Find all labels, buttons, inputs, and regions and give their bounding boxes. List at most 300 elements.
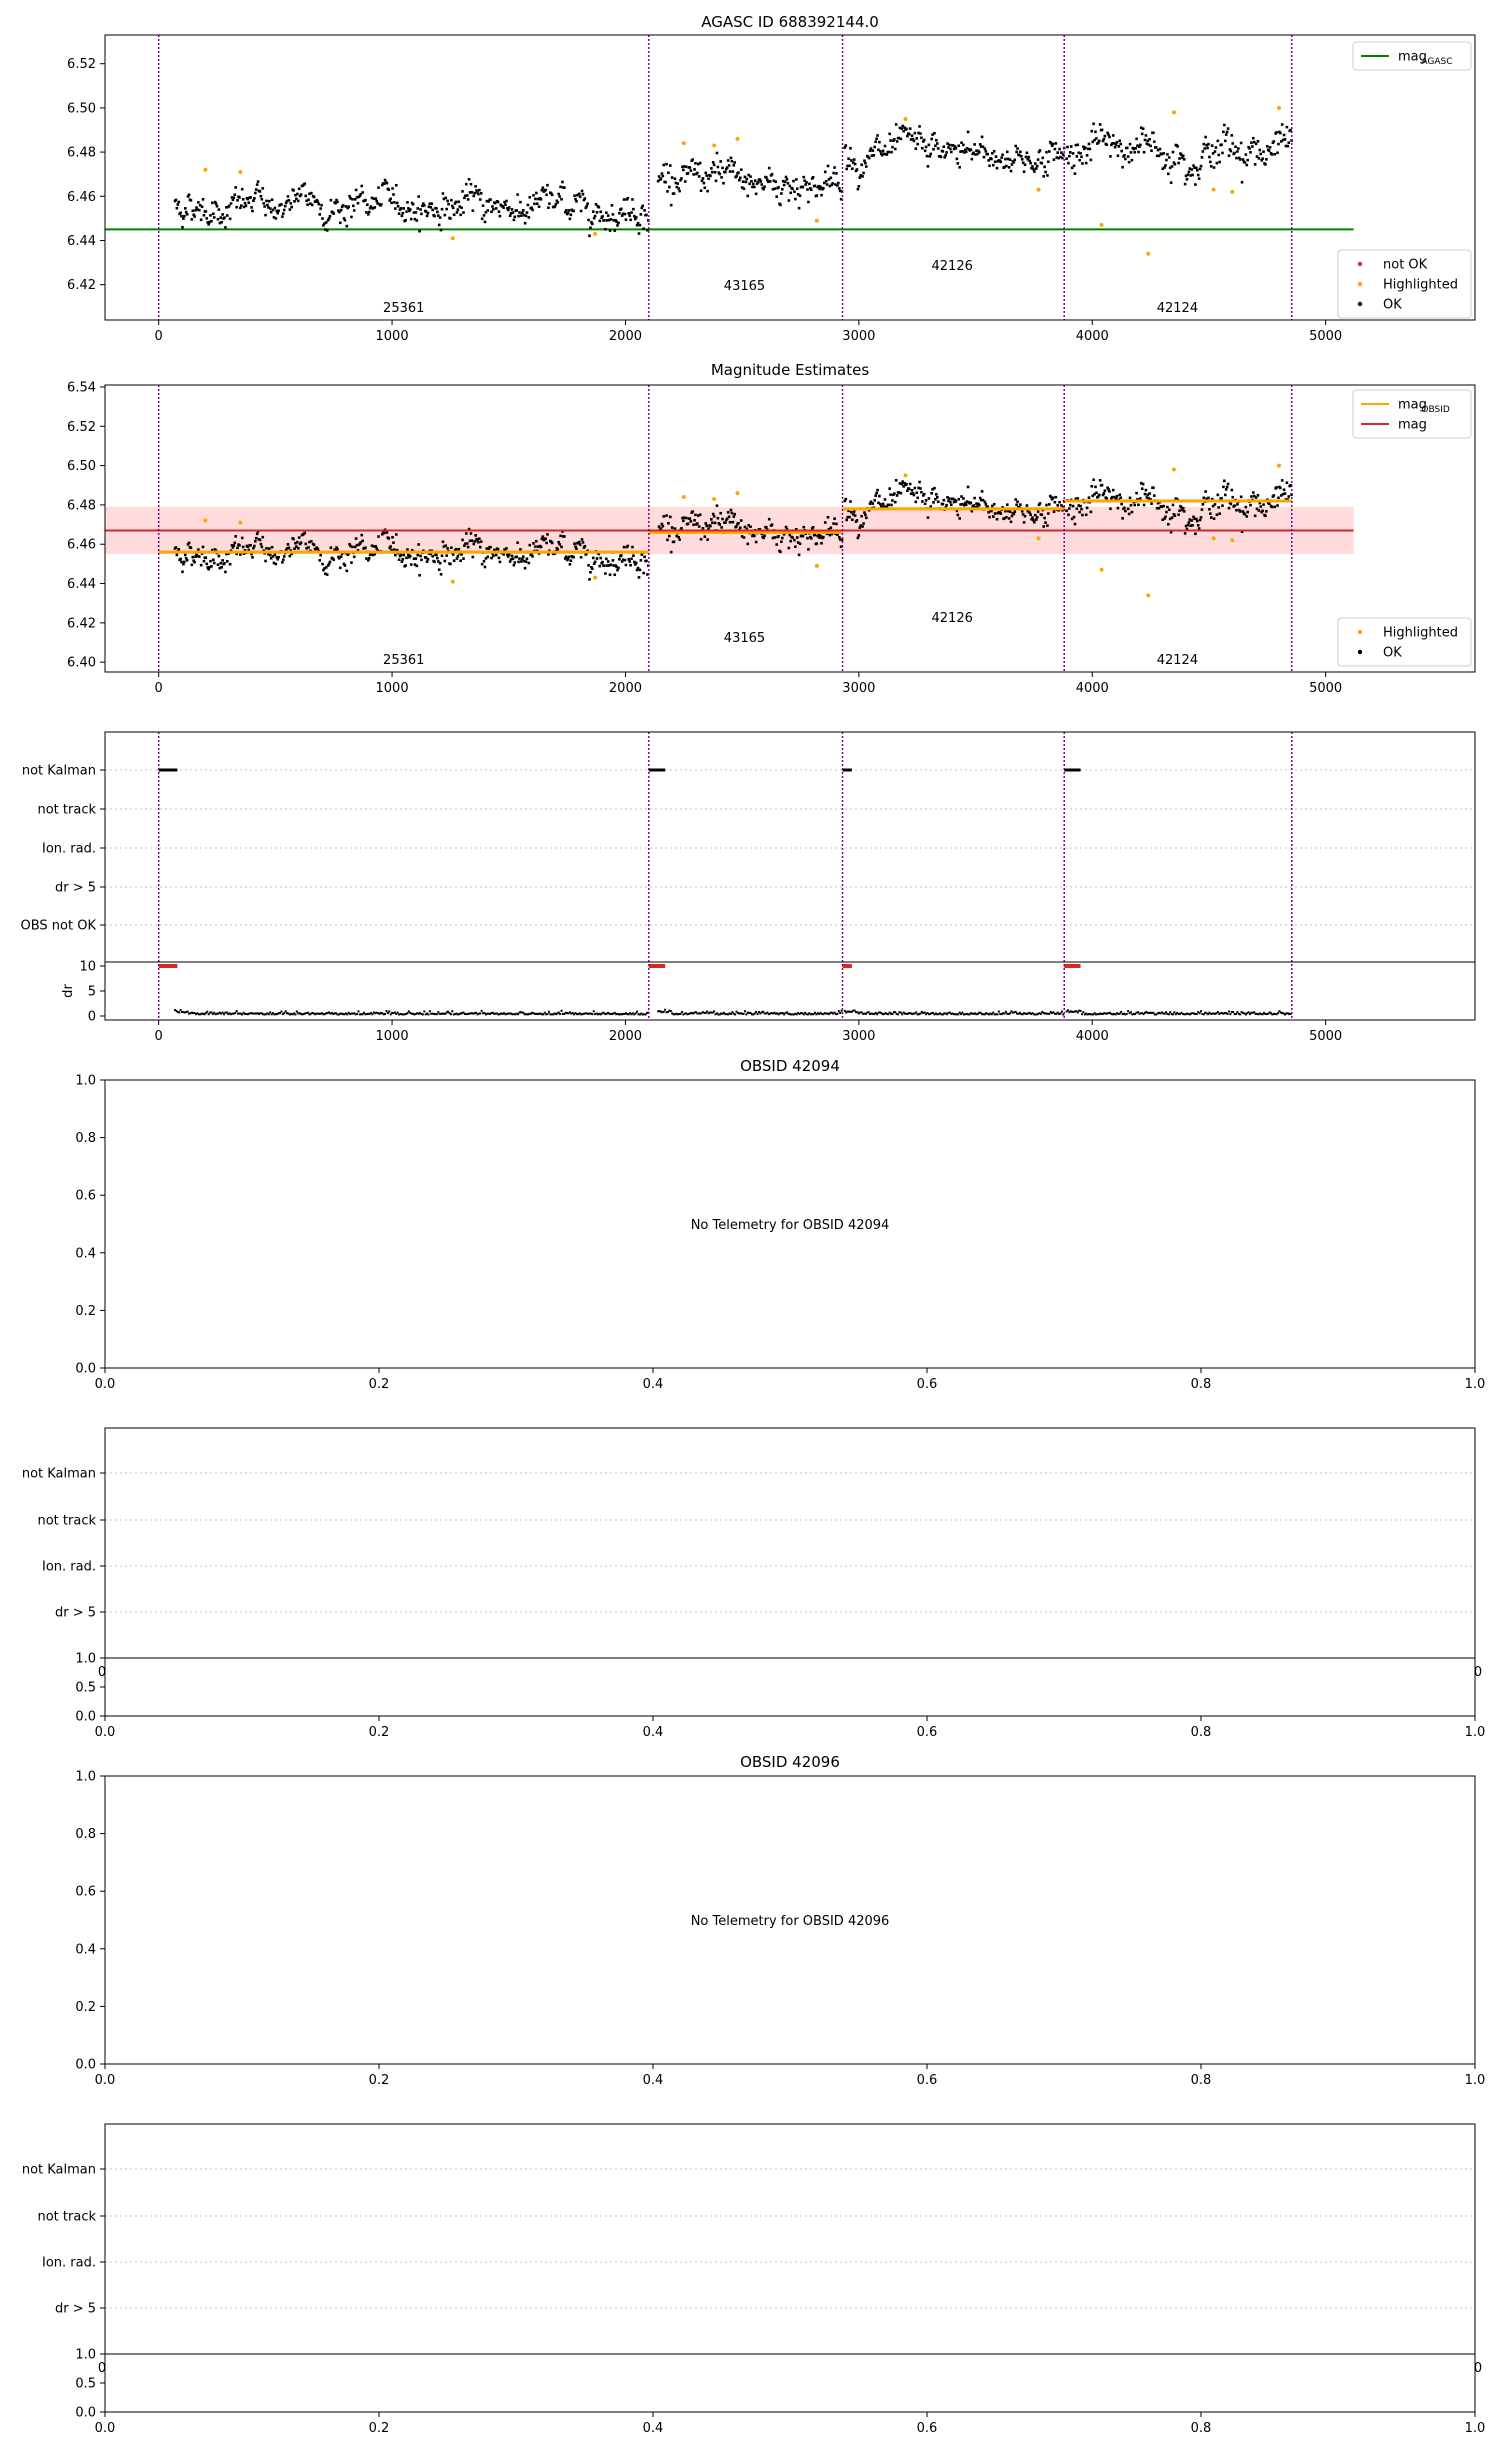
ok-point <box>572 210 575 213</box>
ok-point <box>841 539 844 542</box>
clipped-x-tick-label: 0 <box>1473 2361 1483 2376</box>
ok-point <box>392 541 395 544</box>
ok-point <box>796 536 799 539</box>
ok-point <box>474 534 477 537</box>
dr-point <box>1228 1011 1230 1013</box>
ok-point <box>1166 153 1169 156</box>
ok-point <box>1088 496 1091 499</box>
ok-point <box>203 214 206 217</box>
ok-point <box>230 202 233 205</box>
ok-point <box>1006 503 1009 506</box>
ok-point <box>928 144 931 147</box>
ok-point <box>785 176 788 179</box>
ok-point <box>890 504 893 507</box>
ok-point <box>713 515 716 518</box>
ok-point <box>670 204 673 207</box>
ok-point <box>1240 142 1243 145</box>
ok-point <box>620 208 623 211</box>
category-label: not Kalman <box>21 763 96 779</box>
ok-point <box>238 544 241 547</box>
ok-point <box>461 539 464 542</box>
ok-point <box>1048 150 1051 153</box>
ok-point <box>604 572 607 575</box>
ok-point <box>775 195 778 198</box>
ok-point <box>774 180 777 183</box>
ok-point <box>1226 131 1229 134</box>
ok-point <box>1182 155 1185 158</box>
ok-point <box>886 153 889 156</box>
ok-point <box>1261 510 1264 513</box>
ok-point <box>662 175 665 178</box>
ok-point <box>319 207 322 210</box>
ok-point <box>1065 509 1068 512</box>
ok-point <box>873 499 876 502</box>
ok-point <box>805 181 808 184</box>
ok-point <box>307 546 310 549</box>
ok-point <box>943 499 946 502</box>
dr-point <box>839 1012 841 1014</box>
dr-point <box>1003 1013 1005 1015</box>
ok-point <box>1197 174 1200 177</box>
ok-point <box>1046 174 1049 177</box>
ok-point <box>1217 154 1220 157</box>
ok-point <box>446 200 449 203</box>
ok-point <box>760 183 763 186</box>
dr-point <box>894 1011 896 1013</box>
ok-point <box>830 176 833 179</box>
ok-point <box>1172 151 1175 154</box>
ok-point <box>1217 494 1220 497</box>
ok-point <box>733 161 736 164</box>
ok-point <box>419 208 422 211</box>
ok-point <box>441 554 444 557</box>
dr-point <box>517 1013 519 1015</box>
ok-point <box>1228 507 1231 510</box>
ok-point <box>499 215 502 218</box>
ok-point <box>1056 151 1059 154</box>
dr-point <box>285 1010 287 1012</box>
ok-point <box>1008 517 1011 520</box>
ok-point <box>824 171 827 174</box>
dr-point <box>178 1011 180 1013</box>
ok-point <box>762 188 765 191</box>
ok-point <box>215 203 218 206</box>
ok-point <box>1255 496 1258 499</box>
ok-point <box>929 153 932 156</box>
ok-point <box>236 199 239 202</box>
ok-point <box>461 190 464 193</box>
ok-point <box>336 548 339 551</box>
ok-point <box>673 192 676 195</box>
x-tick-label: 5000 <box>1309 681 1343 696</box>
ok-point <box>1188 521 1191 524</box>
y-tick-label: 6.40 <box>67 655 96 671</box>
ok-point <box>517 215 520 218</box>
x-tick-label: 0.0 <box>94 2073 116 2088</box>
ok-point <box>833 166 836 169</box>
ok-point <box>1177 162 1180 165</box>
ok-point <box>1202 150 1205 153</box>
ok-point <box>830 526 833 529</box>
ok-point <box>535 540 538 543</box>
ok-point <box>1041 157 1044 160</box>
ok-point <box>492 555 495 558</box>
dr-point <box>1119 1013 1121 1015</box>
ok-point <box>1264 163 1267 166</box>
ok-point <box>889 139 892 142</box>
ok-point <box>504 203 507 206</box>
ok-point <box>1016 147 1019 150</box>
ok-point <box>1042 525 1045 528</box>
ok-point <box>329 215 332 218</box>
ok-point <box>1236 503 1239 506</box>
ok-point <box>431 209 434 212</box>
ok-point <box>704 522 707 525</box>
clipped-x-tick-label: 0 <box>97 1665 107 1680</box>
ok-point <box>967 486 970 489</box>
ok-point <box>480 540 483 543</box>
ok-point <box>575 547 578 550</box>
ok-point <box>955 147 958 150</box>
ok-point <box>810 537 813 540</box>
ok-point <box>786 178 789 181</box>
ok-point <box>1054 148 1057 151</box>
ok-point <box>241 537 244 540</box>
dr-point <box>450 1013 452 1015</box>
ok-point <box>511 555 514 558</box>
ok-point <box>581 538 584 541</box>
ok-point <box>274 207 277 210</box>
ok-point <box>835 172 838 175</box>
dr-point <box>1067 1009 1069 1011</box>
ok-point <box>967 131 970 134</box>
ok-point <box>1069 504 1072 507</box>
ok-point <box>696 172 699 175</box>
ok-point <box>360 534 363 537</box>
ok-point <box>933 487 936 490</box>
ok-point <box>1044 171 1047 174</box>
ok-point <box>937 147 940 150</box>
ok-point <box>607 560 610 563</box>
ok-point <box>844 498 847 501</box>
ok-point <box>1123 506 1126 509</box>
ok-point <box>1108 490 1111 493</box>
dr-point <box>1152 1012 1154 1014</box>
legend-label: mag <box>1398 417 1427 433</box>
ok-point <box>289 555 292 558</box>
ok-point <box>879 150 882 153</box>
ok-point <box>241 188 244 191</box>
ok-point <box>186 559 189 562</box>
ok-point <box>1223 480 1226 483</box>
ok-point <box>518 211 521 214</box>
ok-point <box>514 216 517 219</box>
ok-point <box>284 205 287 208</box>
ok-point <box>909 483 912 486</box>
ok-point <box>502 206 505 209</box>
category-label: not Kalman <box>21 1466 96 1482</box>
ok-point <box>988 164 991 167</box>
ok-point <box>1188 171 1191 174</box>
ok-point <box>872 502 875 505</box>
ok-point <box>985 503 988 506</box>
ok-point <box>509 214 512 217</box>
obsid-label: 25361 <box>383 653 425 668</box>
ok-point <box>689 166 692 169</box>
ok-point <box>1033 170 1036 173</box>
ok-point <box>330 199 333 202</box>
dr-point <box>1126 1013 1128 1015</box>
ok-point <box>582 193 585 196</box>
ok-point <box>444 197 447 200</box>
ok-point <box>1259 505 1262 508</box>
ok-point <box>388 188 391 191</box>
highlighted-point <box>238 521 242 525</box>
ok-point <box>1005 516 1008 519</box>
ok-point <box>271 546 274 549</box>
ok-point <box>1276 151 1279 154</box>
ok-point <box>518 557 521 560</box>
ok-point <box>925 146 928 149</box>
ok-point <box>532 194 535 197</box>
ok-point <box>546 533 549 536</box>
ok-point <box>1078 511 1081 514</box>
ok-point <box>472 543 475 546</box>
ok-point <box>405 557 408 560</box>
ok-point <box>865 165 868 168</box>
ok-point <box>771 173 774 176</box>
ok-point <box>423 204 426 207</box>
ok-point <box>1076 497 1079 500</box>
ok-point <box>957 144 960 147</box>
ok-point <box>740 519 743 522</box>
obsid-label: 25361 <box>383 301 425 316</box>
ok-point <box>1281 479 1284 482</box>
ok-point <box>632 554 635 557</box>
ok-point <box>296 541 299 544</box>
ok-point <box>1090 485 1093 488</box>
ok-point <box>965 503 968 506</box>
ok-point <box>958 166 961 169</box>
ok-point <box>569 563 572 566</box>
ok-point <box>628 214 631 217</box>
ok-point <box>268 547 271 550</box>
category-label: OBS not OK <box>20 918 96 934</box>
ok-point <box>936 496 939 499</box>
ok-point <box>687 172 690 175</box>
ok-point <box>640 559 643 562</box>
ok-point <box>638 576 641 579</box>
ok-point <box>558 195 561 198</box>
ok-point <box>714 171 717 174</box>
ok-point <box>680 177 683 180</box>
ok-point <box>1286 481 1289 484</box>
ok-point <box>1029 162 1032 165</box>
ok-point <box>531 209 534 212</box>
ok-point <box>1237 147 1240 150</box>
ok-point <box>420 559 423 562</box>
ok-point <box>1201 508 1204 511</box>
ok-point <box>787 182 790 185</box>
dr-point <box>1239 1013 1241 1015</box>
ok-point <box>732 515 735 518</box>
y-tick-label: 6.54 <box>67 380 96 396</box>
dr-point <box>1173 1011 1175 1013</box>
ok-point <box>820 194 823 197</box>
ok-point <box>1144 139 1147 142</box>
ok-point <box>397 205 400 208</box>
ok-point <box>1199 168 1202 171</box>
ok-point <box>868 157 871 160</box>
ok-point <box>400 554 403 557</box>
ok-point <box>709 175 712 178</box>
ok-point <box>804 183 807 186</box>
dr-point <box>636 1011 638 1013</box>
legend-label: not OK <box>1383 257 1428 273</box>
ok-point <box>1004 158 1007 161</box>
ok-point <box>888 133 891 136</box>
x-tick-label: 0 <box>154 681 163 696</box>
ok-point <box>584 197 587 200</box>
ok-point <box>949 501 952 504</box>
ok-point <box>720 526 723 529</box>
ok-point <box>853 510 856 513</box>
ok-point <box>304 543 307 546</box>
ok-point <box>298 187 301 190</box>
ok-point <box>1230 150 1233 153</box>
highlighted-point <box>1037 536 1041 540</box>
ok-point <box>970 148 973 151</box>
ok-point <box>1070 145 1073 148</box>
ok-point <box>375 200 378 203</box>
ok-point <box>1099 123 1102 126</box>
ok-point <box>822 536 825 539</box>
ok-point <box>262 202 265 205</box>
ok-point <box>528 216 531 219</box>
ok-point <box>579 543 582 546</box>
ok-point <box>389 198 392 201</box>
ok-point <box>240 204 243 207</box>
ok-point <box>1210 516 1213 519</box>
x-tick-label: 2000 <box>608 329 643 344</box>
ok-point <box>404 219 407 222</box>
x-tick-label: 0.4 <box>642 1377 664 1392</box>
obsid-label: 43165 <box>723 631 766 646</box>
dr-point <box>427 1013 429 1015</box>
ok-point <box>623 198 626 201</box>
ok-point <box>282 212 285 215</box>
ok-point <box>1145 489 1148 492</box>
ok-point <box>705 525 708 528</box>
x-tick-label: 4000 <box>1075 329 1109 344</box>
ok-point <box>876 489 879 492</box>
dr-point <box>1015 1011 1017 1013</box>
ok-point <box>745 181 748 184</box>
ok-point <box>482 204 485 207</box>
ok-point <box>658 175 661 178</box>
ok-point <box>645 560 648 563</box>
highlighted-point <box>815 564 819 568</box>
ok-point <box>1245 153 1248 156</box>
ok-point <box>1200 516 1203 519</box>
ok-point <box>1069 151 1072 154</box>
y-tick-label: 0.4 <box>75 1942 96 1958</box>
ok-point <box>282 558 285 561</box>
ok-point <box>932 501 935 504</box>
ok-point <box>1245 515 1248 518</box>
x-tick-label: 1.0 <box>1464 1725 1486 1740</box>
ok-point <box>896 140 899 143</box>
legend-label: Highlighted <box>1383 625 1458 641</box>
ok-point <box>727 511 730 514</box>
ok-point <box>1094 486 1097 489</box>
ok-point <box>690 520 693 523</box>
ok-point <box>535 192 538 195</box>
ok-point <box>233 542 236 545</box>
ok-point <box>395 184 398 187</box>
ok-point <box>921 147 924 150</box>
ok-point <box>198 555 201 558</box>
ok-point <box>935 493 938 496</box>
ok-point <box>706 538 709 541</box>
ok-point <box>317 203 320 206</box>
x-tick-label: 0.0 <box>94 1725 116 1740</box>
dr-point <box>356 1013 358 1015</box>
ok-point <box>339 221 342 224</box>
ok-point <box>1112 489 1115 492</box>
ok-point <box>416 565 419 568</box>
ok-point <box>808 183 811 186</box>
ok-point <box>191 563 194 566</box>
ok-point <box>1196 520 1199 523</box>
ok-point <box>735 175 738 178</box>
ok-point <box>328 217 331 220</box>
ok-point <box>957 162 960 165</box>
ok-point <box>996 518 999 521</box>
x-tick-label: 0.4 <box>642 2421 664 2436</box>
ok-point <box>177 201 180 204</box>
ok-point <box>329 561 332 564</box>
ok-point <box>1218 512 1221 515</box>
ok-point <box>456 211 459 214</box>
ok-point <box>426 215 429 218</box>
ok-point <box>1090 130 1093 133</box>
ok-point <box>742 180 745 183</box>
ok-point <box>1195 167 1198 170</box>
ok-point <box>223 216 226 219</box>
dr-point <box>1199 1012 1201 1014</box>
ok-point <box>439 562 442 565</box>
ok-point <box>1287 145 1290 148</box>
ok-point <box>1284 492 1287 495</box>
ok-point <box>512 557 515 560</box>
ok-point <box>1252 491 1255 494</box>
ok-point <box>788 547 791 550</box>
ok-point <box>1273 506 1276 509</box>
ok-point <box>257 180 260 183</box>
ok-point <box>799 542 802 545</box>
ok-point <box>388 537 391 540</box>
dr-axis-label: dr <box>61 984 76 998</box>
ok-point <box>1019 503 1022 506</box>
ok-point <box>534 198 537 201</box>
ok-point <box>280 203 283 206</box>
dr-point <box>680 1013 682 1015</box>
ok-point <box>1221 152 1224 155</box>
dr-point <box>307 1012 309 1014</box>
ok-point <box>197 548 200 551</box>
not-kalman-mark <box>1064 769 1080 772</box>
